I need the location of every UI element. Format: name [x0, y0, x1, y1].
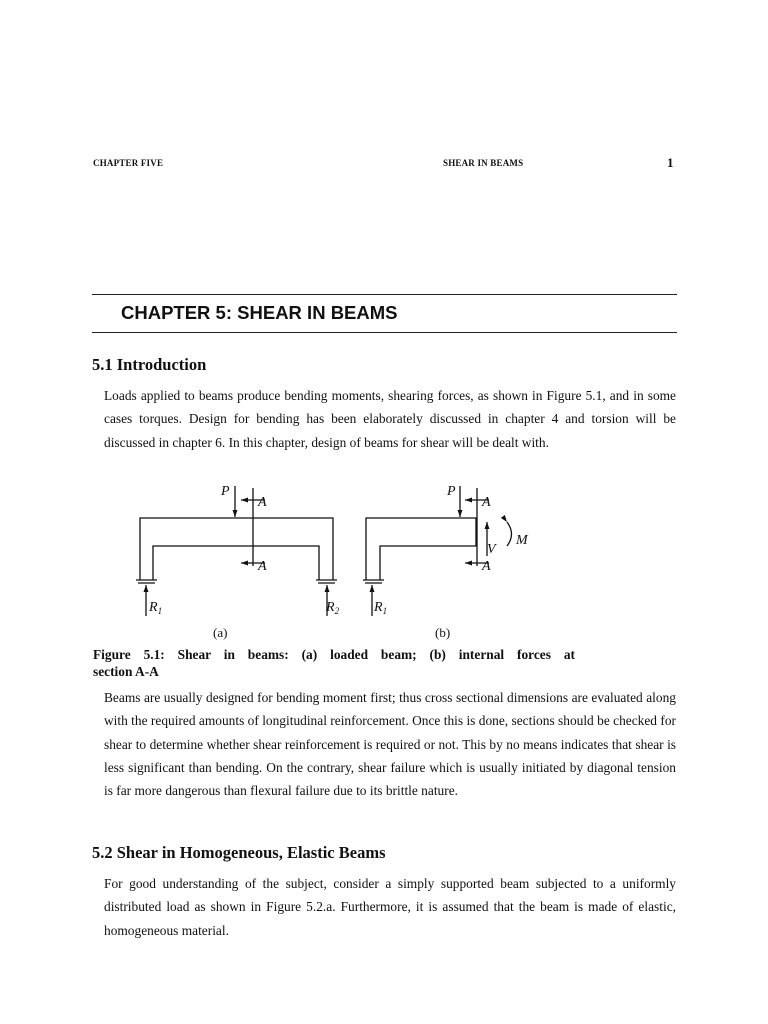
moment-arc	[507, 522, 512, 546]
figure-shear-in-beams	[120, 478, 560, 646]
introduction-paragraph-1: Loads applied to beams produce bending moments, shearing forces, as shown in Figure 5.1, and in some cases torques. Design for bending has been elaborately discussed in chapter 4 and torsion will be discussed in chapter 6. In this chapter, design of beams for shear will be dealt with.	[104, 388, 676, 450]
page-number: 1	[667, 155, 674, 170]
chapter-title-bottom-rule	[92, 332, 677, 333]
figure-caption-line-2: section A-A	[93, 664, 159, 679]
label-r2-a: $R_2$	[326, 600, 340, 616]
label-p-b: P	[447, 484, 456, 499]
running-header-title: SHEAR IN BEAMS	[443, 158, 524, 168]
label-v: V	[487, 542, 496, 557]
running-header-chapter: CHAPTER FIVE	[93, 158, 164, 168]
beam-a-outer-outline	[140, 518, 333, 580]
introduction-paragraph-2: Beams are usually designed for bending moment first; thus cross sectional dimensions are evaluated along with the required amounts of longitudinal reinforcement. Once this is done, sections should be checked for shear to determine whether shear reinforcement is required or not. This by no means indicates that shear is less significant than bending. On the contrary, shear failure which is usually initiated by diagonal tension is far more dangerous than flexural failure due to its brittle nature.	[104, 690, 676, 799]
label-r1-a: $R_1$	[149, 600, 163, 616]
beam-a-inner-outline	[153, 546, 319, 580]
chapter-title: CHAPTER 5: SHEAR IN BEAMS	[121, 302, 398, 323]
label-section-a-top: A	[258, 495, 267, 510]
label-m: M	[516, 533, 528, 548]
label-r1-b: $R_1$	[374, 600, 388, 616]
figure-caption-line-1: Figure 5.1: Shear in beams: (a) loaded beam; (b) internal forces at	[93, 647, 575, 662]
section-heading-homogeneous-beams: 5.2 Shear in Homogeneous, Elastic Beams	[92, 843, 386, 862]
section-heading-introduction: 5.1 Introduction	[92, 355, 207, 374]
subfigure-label-a: (a)	[213, 625, 228, 640]
label-section-b-top: A	[482, 495, 491, 510]
homogeneous-beams-paragraph-1: For good understanding of the subject, consider a simply supported beam subjected to a uniformly distributed load as shown in Figure 5.2.a. Furthermore, it is assumed that the beam is made of elastic, homogeneous material.	[104, 876, 676, 938]
label-section-b-bottom: A	[482, 559, 491, 574]
label-section-a-bottom: A	[258, 559, 267, 574]
subfigure-label-b: (b)	[435, 625, 451, 640]
chapter-title-top-rule	[92, 294, 677, 295]
beam-b-outline	[366, 518, 476, 580]
label-p-a: P	[221, 484, 230, 499]
